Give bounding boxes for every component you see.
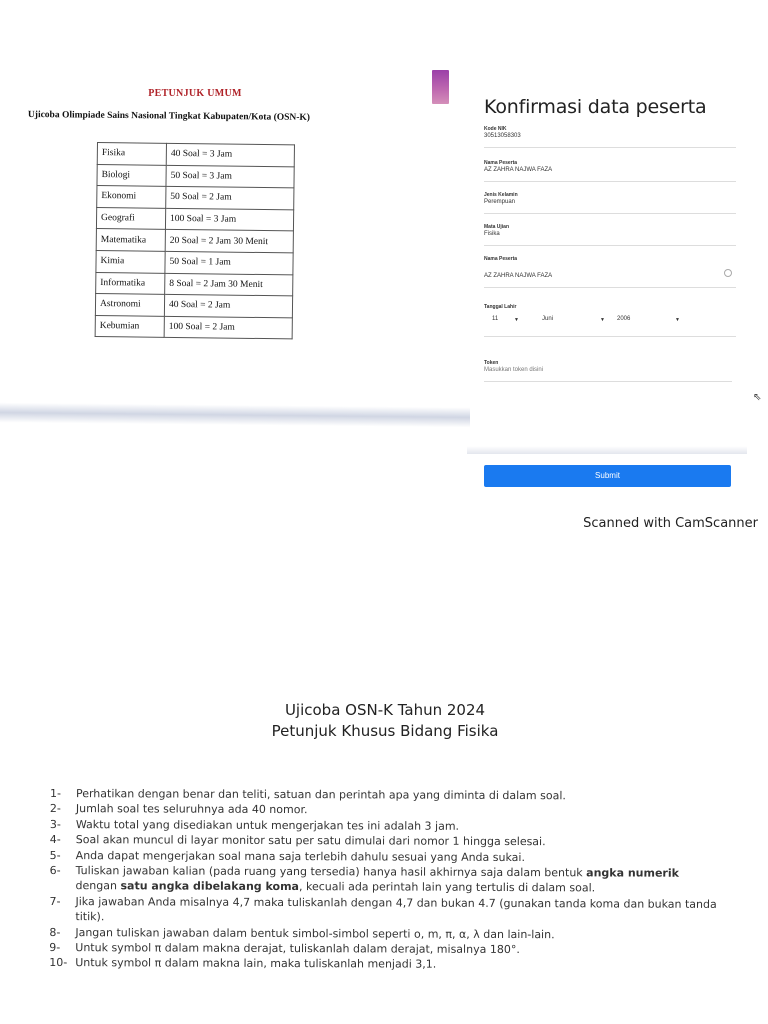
mata-ujian-field — [484, 224, 736, 246]
mata-ujian-label: Mata Ujian — [484, 224, 510, 230]
rule-text: Jika jawaban Anda misalnya 4,7 maka tuliskanlah dengan 4,7 dan bukan 4.7 (gunakan tanda koma dan bukan tanda titik). — [75, 894, 717, 924]
jenis-kelamin-value: Perempuan — [484, 199, 516, 205]
petunjuk-umum-title: PETUNJUK UMUM — [148, 88, 242, 99]
subject-detail: 40 Soal = 2 Jam — [164, 294, 292, 317]
rule-number: 9- — [49, 941, 61, 955]
fisika-title — [0, 700, 768, 742]
year-select[interactable] — [617, 316, 697, 322]
rule-number: 8- — [49, 925, 61, 939]
table-row — [97, 164, 294, 188]
scanned-page-top — [0, 60, 768, 480]
radio-button[interactable] — [724, 269, 732, 277]
scanned-page-bottom — [0, 690, 768, 1024]
token-label: Token — [484, 360, 499, 366]
rule-number: 6- — [49, 864, 61, 878]
fisika-title-line2: Petunjuk Khusus Bidang Fisika — [271, 722, 499, 740]
month-value: Juni — [542, 316, 554, 322]
list-item — [49, 894, 719, 928]
nama-peserta-select-value[interactable]: AZ ZAHRA NAJWA FAZA — [484, 273, 553, 279]
fisika-title-line1: Ujicoba OSN-K Tahun 2024 — [284, 701, 486, 719]
month-select[interactable] — [542, 316, 617, 322]
table-row — [96, 207, 293, 231]
rule-number: 3- — [49, 817, 61, 831]
rule-number: 1- — [49, 787, 61, 801]
table-row — [96, 272, 293, 296]
nama-peserta-label: Nama Peserta — [484, 160, 518, 166]
subject-detail: 50 Soal = 2 Jam — [166, 187, 294, 210]
rule-text: Waktu total yang disediakan untuk mengerjakan tes ini adalah 3 jam. — [75, 817, 460, 833]
table-row — [97, 186, 294, 210]
year-value: 2006 — [617, 316, 631, 322]
nama-peserta-select-field[interactable] — [484, 256, 736, 288]
subject-name: Biologi — [97, 164, 166, 186]
subject-detail: 50 Soal = 3 Jam — [166, 165, 294, 188]
rule-number: 4- — [49, 833, 61, 847]
rule-text: Soal akan muncul di layar monitor satu per satu dimulai dari nomor 1 hingga selesai. — [75, 833, 546, 849]
nama-peserta-value: AZ ZAHRA NAJWA FAZA — [484, 167, 553, 173]
rule-text: Perhatikan dengan benar dan teliti, satuan dan perintah apa yang diminta di dalam soal. — [75, 787, 566, 803]
table-row — [96, 229, 293, 253]
page-edge-shadow — [467, 446, 747, 454]
subject-name: Informatika — [96, 272, 165, 294]
jenis-kelamin-label: Jenis Kelamin — [484, 192, 518, 198]
rule-number: 7- — [49, 894, 61, 908]
table-row — [96, 250, 293, 274]
subject-detail: 40 Soal = 3 Jam — [166, 143, 294, 166]
tanggal-lahir-selects — [484, 316, 736, 336]
subject-name: Matematika — [96, 229, 165, 251]
day-value: 11 — [492, 316, 499, 322]
token-input[interactable]: Masukkan token disini — [484, 367, 544, 373]
form-title: Konfirmasi data peserta — [484, 96, 707, 118]
subject-detail: 100 Soal = 3 Jam — [165, 208, 293, 231]
table-row — [97, 143, 294, 167]
nama-peserta-field — [484, 160, 736, 182]
chevron-down-icon: ▼ — [600, 317, 605, 323]
subject-name: Geografi — [96, 207, 165, 229]
nama-peserta-select-label: Nama Peserta — [484, 256, 518, 262]
subject-name: Astronomi — [95, 294, 164, 316]
rule-text: Tuliskan jawaban kalian (pada ruang yang tersedia) hanya hasil akhirnya saja dalam bentuk — [75, 864, 587, 880]
kode-nik-value: 30513058303 — [484, 133, 521, 139]
rule-text: Untuk symbol π dalam makna lain, maka tuliskanlah menjadi 3,1. — [75, 956, 437, 972]
rule-text: Jumlah soal tes seluruhnya ada 40 nomor. — [75, 802, 308, 817]
subject-detail: 100 Soal = 2 Jam — [164, 316, 292, 339]
subject-table — [95, 142, 295, 340]
subject-detail: 8 Soal = 2 Jam 30 Menit — [165, 273, 293, 296]
subject-detail: 20 Soal = 2 Jam 30 Menit — [165, 230, 293, 253]
mata-ujian-value: Fisika — [484, 231, 500, 237]
decorative-bar — [432, 70, 449, 104]
tanggal-lahir-field — [484, 304, 736, 337]
rule-text: Anda dapat mengerjakan soal mana saja terlebih dahulu sesuai yang Anda sukai. — [75, 848, 526, 864]
token-field[interactable] — [484, 360, 732, 382]
kode-nik-field — [484, 126, 736, 148]
subject-name: Kebumian — [95, 315, 164, 337]
petunjuk-umum-subtitle: Ujicoba Olimpiade Sains Nasional Tingkat Kabupaten/Kota (OSN-K) — [27, 110, 311, 123]
subject-detail: 50 Soal = 1 Jam — [165, 251, 293, 274]
fisika-rules-list — [49, 786, 720, 974]
table-row — [95, 294, 292, 318]
table-row — [95, 315, 292, 339]
chevron-down-icon: ▼ — [675, 317, 680, 323]
subject-name: Kimia — [96, 250, 165, 272]
rule-text: Untuk symbol π dalam makna derajat, tuliskanlah dalam derajat, misalnya 180°. — [75, 941, 520, 957]
petunjuk-umum-panel — [0, 60, 440, 420]
list-item — [50, 863, 720, 897]
list-item — [49, 955, 719, 973]
rule-number: 10- — [49, 956, 68, 970]
rule-text: dengan — [75, 879, 121, 893]
rule-text: Jangan tuliskan jawaban dalam bentuk simbol-simbol seperti o, m, π, α, λ dan lain-lain. — [75, 925, 555, 941]
tanggal-lahir-label: Tanggal Lahir — [484, 304, 517, 310]
rule-emphasis: satu angka dibelakang koma — [120, 879, 300, 894]
chevron-down-icon: ▼ — [514, 317, 519, 323]
day-select[interactable] — [484, 316, 542, 322]
submit-button[interactable]: Submit — [484, 465, 731, 487]
jenis-kelamin-field — [484, 192, 736, 214]
mouse-cursor-icon: ⇖ — [753, 392, 762, 403]
rule-number: 5- — [49, 848, 61, 862]
rule-emphasis: angka numerik — [586, 866, 679, 880]
subject-name: Ekonomi — [97, 186, 166, 208]
subject-name: Fisika — [97, 143, 166, 165]
kode-nik-label: Kode NIK — [484, 126, 507, 132]
rule-number: 2- — [49, 802, 61, 816]
camscanner-watermark: Scanned with CamScanner — [583, 516, 758, 531]
rule-text: , kecuali ada perintah lain yang tertulis di dalam soal. — [298, 880, 596, 895]
konfirmasi-form — [484, 96, 739, 480]
